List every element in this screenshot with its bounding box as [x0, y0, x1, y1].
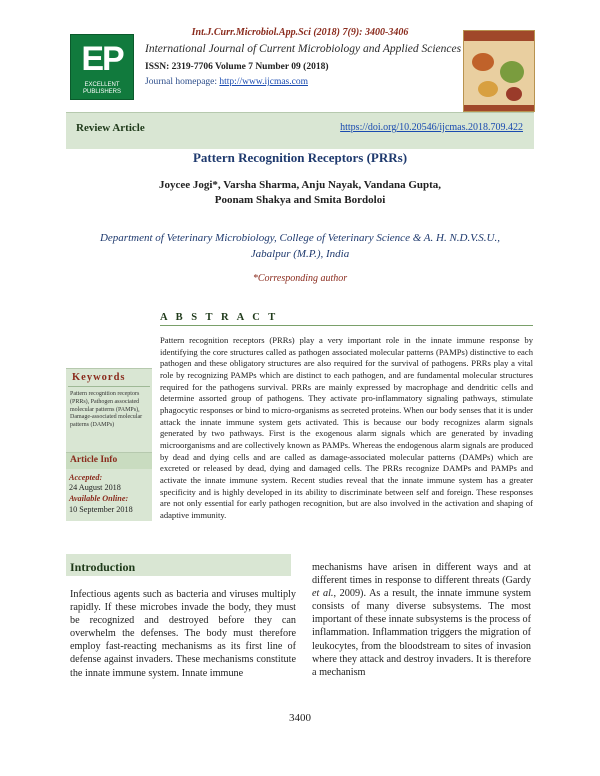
- page-number: 3400: [289, 712, 311, 724]
- cover-bottom-band: [464, 105, 534, 111]
- journal-homepage: [145, 77, 308, 87]
- right-column-text-2: , 2009). As a result, the innate immune system consists of many diverse subsystems. The most important of these innate subsystems is the process of inflammation. Inflammation triggers the migration of leukocytes, from the bloodstream to sites of invasion where they attack and destroy invaders. It is therefore a mechanism: [312, 588, 531, 678]
- keywords-text: Pattern recognition receptors (PRRs), Pathogen associated molecular patterns (PAMPs), Damage-associated molecular patterns (DAMPs): [70, 391, 143, 429]
- corresponding-author-note: *Corresponding author: [252, 273, 348, 284]
- accepted-label: Accepted:: [69, 473, 103, 482]
- cover-top-band: [464, 31, 534, 41]
- abstract-divider: [160, 325, 533, 326]
- available-online-date: 10 September 2018: [69, 505, 133, 514]
- available-online-label: Available Online:: [69, 494, 129, 503]
- cover-decoration: [478, 81, 498, 97]
- introduction-heading: Introduction: [70, 560, 136, 574]
- abstract-heading: A B S T R A C T: [160, 312, 279, 323]
- cover-decoration: [506, 87, 522, 101]
- doi-link[interactable]: https://doi.org/10.20546/ijcmas.2018.709.422: [340, 122, 523, 133]
- authors-text-1: Joycee Jogi*, Varsha Sharma, Anju Nayak, Vandana Gupta,: [158, 179, 442, 191]
- publisher-logo: [70, 34, 134, 100]
- logo-text-line1: EXCELLENT: [84, 82, 120, 88]
- abstract-text: Pattern recognition receptors (PRRs) play a very important role in the innate immune response by identifying the core structures called as pathogen associated molecular patterns (PAMPs) distinctive to each pathogen and these obligatory structures are also required for the survival of pathogens. PRRs play a vital role by recognizing PAMPs which are distinct to each pathogen, and are fundamental molecular structures required for the pathogens survival. PRRs are mainly expressed by macrophage and dendritic cells and determine assorted group of pathogens. They activate pro-inflammatory signaling pathways, stimulate phagocytic responses or bind to micro-organisms as secreted proteins. When our body senses that it is under attack the innate immune system gets activated. This is because our body recognizes alarm signals generated by two pathways. First is the exogenous alarm signals which are generated by invading microorganisms and are collectively known as PAMPs. Whereas the endogenous alarm signals are produced by dead and dying cells and are called as damage-associated molecular patterns (DAMPs) which are excreted or released by dead, dying and damaged cells. The PRRs recognize DAMPs and PAMPs and activate the innate immune system. Recent studies reveal that the innate immune system has a greater specificity and is highly developed in its ability to discriminate between self and foreign. These responses are not only essential for early pathogen recognition, but are also involved in the activation and shaping of adaptive immunity.: [160, 335, 533, 520]
- logo-letters: EP: [81, 40, 123, 78]
- journal-title: International Journal of Current Microbiology and Applied Sciences: [145, 43, 462, 55]
- accepted-date: 24 August 2018: [69, 483, 121, 492]
- homepage-link[interactable]: http://www.ijcmas.com: [219, 77, 308, 87]
- affiliation-line-1: Department of Veterinary Microbiology, College of Veterinary Science & A. H. N.D.V.S.U.,: [99, 232, 500, 244]
- authors-line-1: [0, 179, 600, 191]
- right-column-text-1: mechanisms have arisen in different ways and at different times in response to different threats (Gardy: [312, 562, 531, 587]
- keywords-divider: [68, 386, 150, 387]
- logo-text: [71, 82, 133, 96]
- et-al: et al.: [312, 588, 334, 600]
- introduction-right-column: [312, 561, 531, 679]
- doi-link-container: [340, 122, 523, 133]
- introduction-left-column: Infectious agents such as bacteria and viruses multiply rapidly. If these microbes invade the body, they must be recognized and destroyed before they can overwhelm the defenses. The body must therefore employ fast-reacting mechanisms as its first line of defense against invaders. These mechanisms constitute the innate immune system. Innate immune: [70, 589, 296, 679]
- logo-text-line2: PUBLISHERS: [82, 89, 121, 95]
- cover-decoration: [472, 53, 494, 71]
- cover-decoration: [500, 61, 524, 83]
- article-info-heading: Article Info: [70, 455, 118, 465]
- affiliation-line-2: Jabalpur (M.P.), India: [250, 248, 350, 260]
- homepage-label: Journal homepage:: [145, 77, 220, 87]
- journal-cover-image: [463, 30, 535, 112]
- keywords-heading: Keywords: [72, 372, 126, 383]
- running-head: Int.J.Curr.Microbiol.App.Sci (2018) 7(9): 3400-3406: [191, 27, 409, 38]
- article-type-label: Review Article: [76, 122, 145, 134]
- paper-title: Pattern Recognition Receptors (PRRs): [192, 150, 408, 165]
- authors-line-2: Poonam Shakya and Smita Bordoloi: [214, 194, 386, 206]
- issn-line: ISSN: 2319-7706 Volume 7 Number 09 (2018): [145, 62, 329, 72]
